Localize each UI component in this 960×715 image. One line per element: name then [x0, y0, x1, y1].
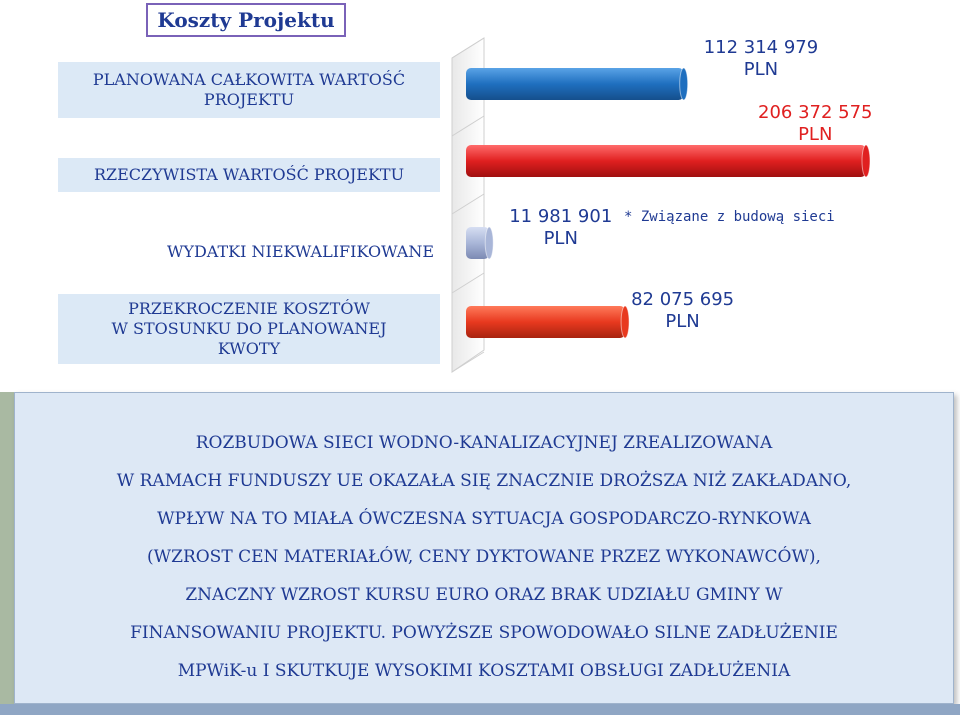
bar-value-line: PLN	[665, 311, 700, 332]
bar-value-line: 112 314 979	[703, 37, 819, 58]
bar-annotation: * Związane z budową sieci	[624, 209, 835, 225]
bar-value-label	[509, 206, 612, 250]
bar-value-line: 82 075 695	[631, 289, 735, 310]
description-line: MPWiK-u I SKUTKUJE WYSOKIMI KOSZTAMI OBSŁUGI ZADŁUŻENIA	[177, 661, 791, 681]
bar	[466, 145, 866, 177]
description-line: FINANSOWANIU PROJEKTU. POWYŻSZE SPOWODOWAŁO SILNE ZADŁUŻENIE	[130, 623, 838, 643]
bar-value-label	[758, 102, 873, 146]
bar-end-cap	[680, 68, 688, 100]
bar-value-label	[631, 289, 734, 333]
bar-value-label	[704, 37, 819, 81]
description-line: W RAMACH FUNDUSZY UE OKAZAŁA SIĘ ZNACZNIE DROŻSZA NIŻ ZAKŁADANO,	[116, 471, 852, 491]
description-line: (WZROST CEN MATERIAŁÓW, CENY DYKTOWANE PRZEZ WYKONAWCÓW),	[147, 547, 821, 567]
bar-end-cap	[485, 227, 493, 259]
bar-value-line: PLN	[743, 59, 779, 80]
description-box	[14, 392, 954, 704]
category-label-line: WYDATKI NIEKWALIFIKOWANE	[166, 242, 434, 261]
description-line: ZNACZNY WZROST KURSU EURO ORAZ BRAK UDZIAŁU GMINY W	[185, 585, 783, 605]
bar-end-cap	[862, 145, 870, 177]
category-label-line: PROJEKTU	[203, 90, 295, 109]
bar-value-line: PLN	[798, 124, 833, 145]
category-label-line: KWOTY	[217, 339, 281, 358]
bar	[466, 306, 625, 338]
bottom-accent-bar	[0, 704, 960, 715]
bar	[466, 68, 684, 100]
bar-value-line: PLN	[543, 228, 578, 249]
page-title: Koszty Projektu	[146, 3, 346, 37]
description-line: ROZBUDOWA SIECI WODNO-KANALIZACYJNEJ ZREALIZOWANA	[195, 433, 773, 453]
category-label-line: PLANOWANA CAŁKOWITA WARTOŚĆ	[92, 70, 406, 89]
category-label-line: W STOSUNKU DO PLANOWANEJ	[111, 319, 387, 338]
left-accent-bar	[0, 392, 14, 704]
bar-end-cap	[621, 306, 629, 338]
category-label-line: PRZEKROCZENIE KOSZTÓW	[128, 299, 370, 318]
bar-value-line: 206 372 575	[758, 102, 873, 123]
description-line: WPŁYW NA TO MIAŁA ÓWCZESNA SYTUACJA GOSPODARCZO-RYNKOWA	[157, 509, 811, 529]
bar-value-line: 11 981 901	[509, 206, 613, 227]
category-label-line: RZECZYWISTA WARTOŚĆ PROJEKTU	[93, 165, 405, 184]
